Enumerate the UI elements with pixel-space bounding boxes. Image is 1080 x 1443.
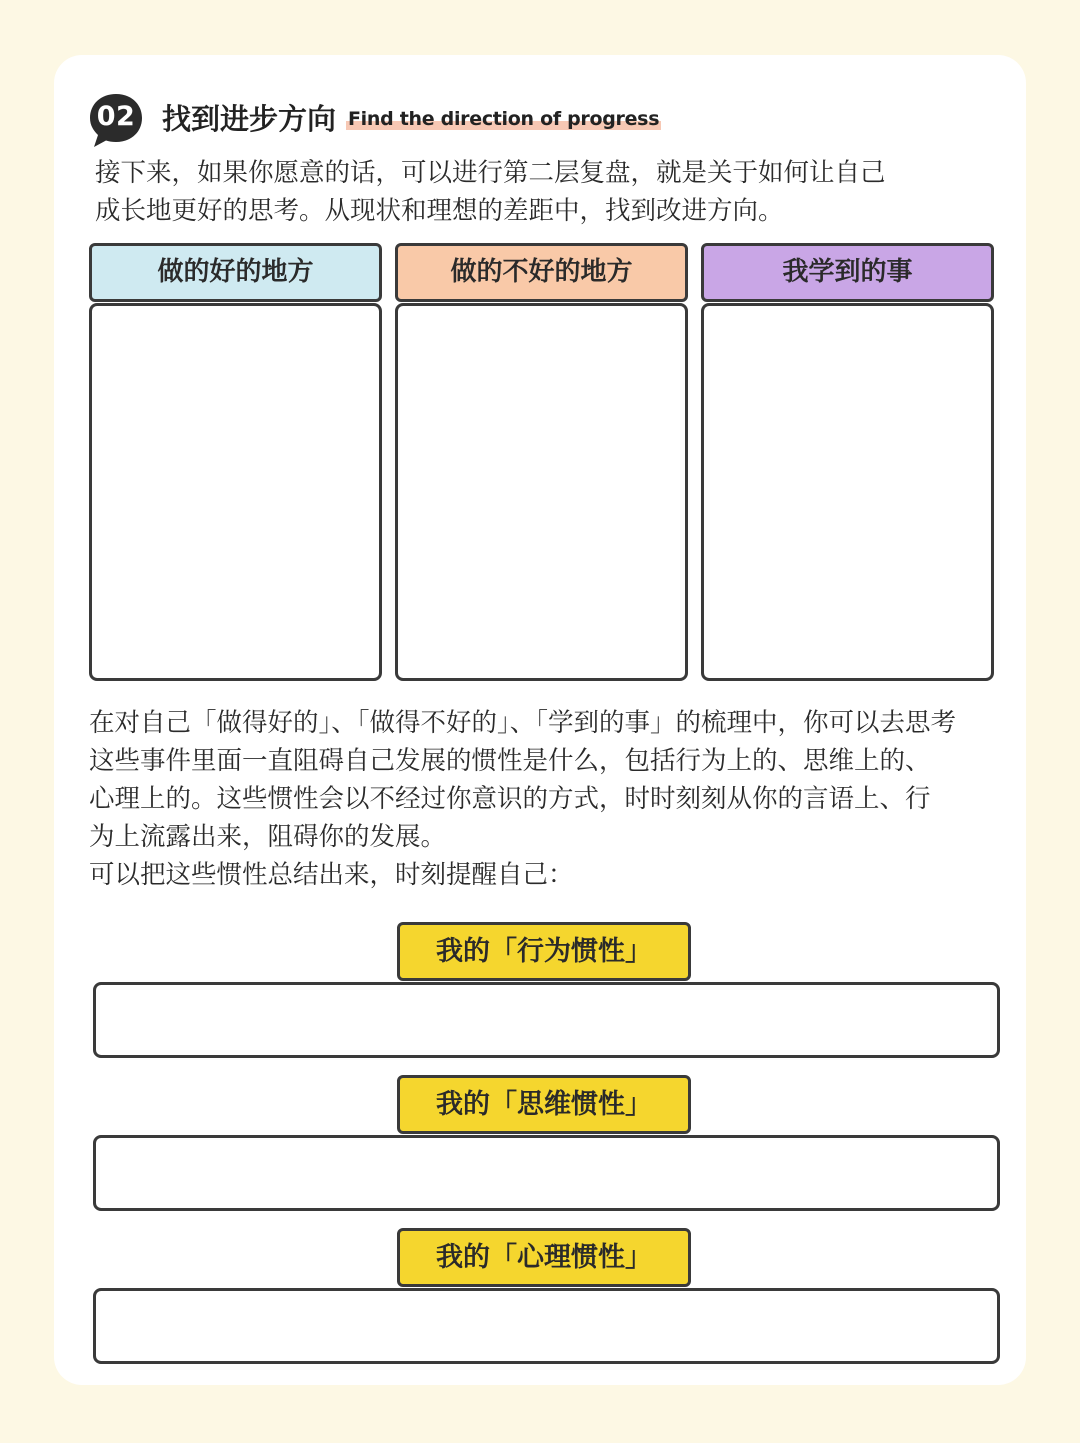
did-poorly-writing-box[interactable] bbox=[395, 303, 688, 681]
thinking-inertia-box[interactable] bbox=[93, 1135, 1000, 1211]
body-line: 心理上的。这些惯性会以不经过你意识的方式，时时刻刻从你的言语上、行 bbox=[89, 784, 931, 814]
behavior-inertia-box[interactable] bbox=[93, 982, 1000, 1058]
learned-writing-box[interactable] bbox=[701, 303, 994, 681]
body-line: 可以把这些惯性总结出来，时刻提醒自己： bbox=[89, 860, 574, 890]
column-header-learned: 我学到的事 bbox=[701, 243, 994, 302]
psychological-inertia-label: 我的「心理惯性」 bbox=[397, 1228, 691, 1287]
psychological-inertia-box[interactable] bbox=[93, 1288, 1000, 1364]
behavior-inertia-label: 我的「行为惯性」 bbox=[397, 922, 691, 981]
body-line: 这些事件里面一直阻碍自己发展的惯性是什么，包括行为上的、思维上的、 bbox=[89, 746, 931, 776]
column-header-did-well: 做的好的地方 bbox=[89, 243, 382, 302]
section-number: 02 bbox=[96, 101, 136, 132]
thinking-inertia-label: 我的「思维惯性」 bbox=[397, 1075, 691, 1134]
body-paragraph bbox=[89, 704, 956, 894]
intro-line: 接下来，如果你愿意的话，可以进行第二层复盘，就是关于如何让自己 bbox=[95, 158, 886, 188]
intro-line: 成长地更好的思考。从现状和理想的差距中，找到改进方向。 bbox=[95, 196, 784, 226]
body-line: 在对自己「做得好的」、「做得不好的」、「学到的事」的梳理中，你可以去思考 bbox=[89, 708, 957, 738]
intro-paragraph bbox=[95, 154, 886, 230]
section-subtitle-en: Find the direction of progress bbox=[348, 108, 660, 130]
column-header-did-poorly: 做的不好的地方 bbox=[395, 243, 688, 302]
body-line: 为上流露出来，阻碍你的发展。 bbox=[89, 822, 447, 852]
section-number-badge bbox=[88, 92, 144, 144]
section-title: 找到进步方向 bbox=[162, 102, 337, 136]
did-well-writing-box[interactable] bbox=[89, 303, 382, 681]
